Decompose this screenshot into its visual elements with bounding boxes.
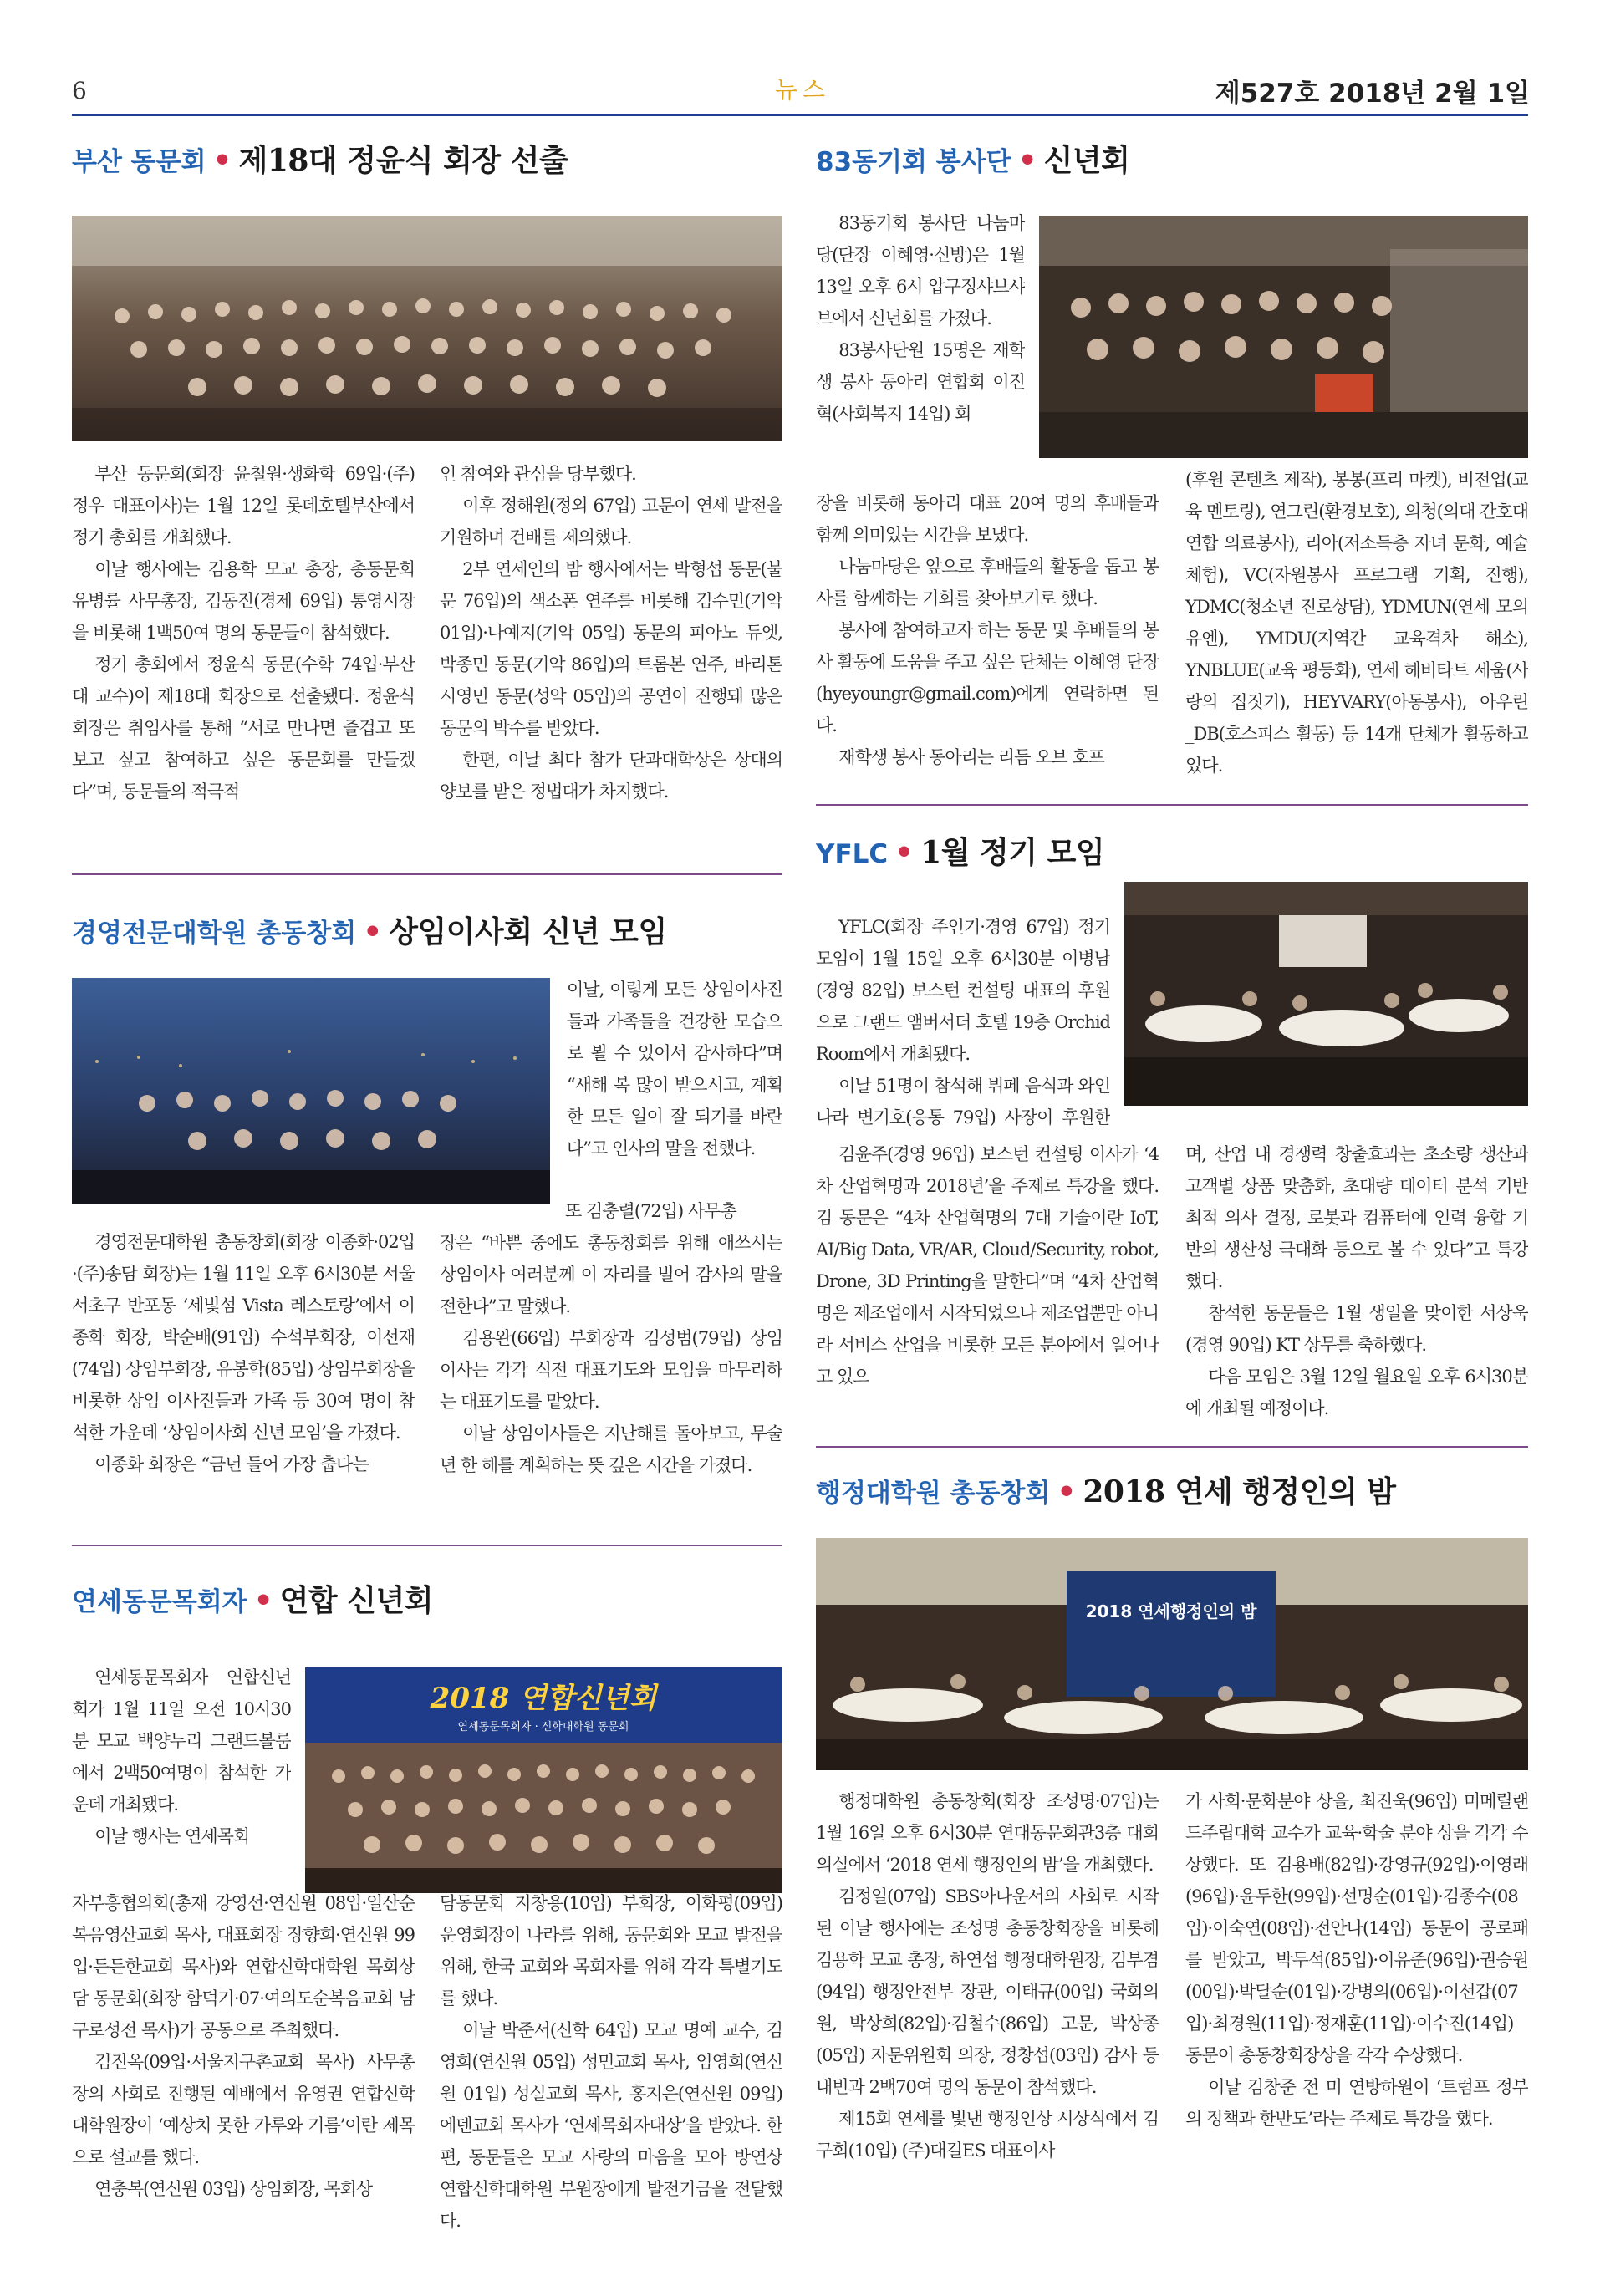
headline-title: 신년회	[1043, 143, 1130, 178]
headline-org: 경영전문대학원 총동창회	[72, 919, 357, 949]
sv83-body-col2	[1185, 464, 1528, 780]
headline-83-volunteer: 83동기회 봉사단 • 신년회	[816, 143, 1130, 178]
paragraph: 장은 “바쁜 중에도 총동창회를 위해 애쓰시는 상임이사 여러분께 이 자리를 빌어 감사의 말을 전한다”고 말했다.	[440, 1233, 782, 1316]
yflc-intro	[816, 911, 1110, 1138]
paragraph: 연세동문목회자 연합신년회가 1월 11일 오전 10시30분 모교 백양누리 그랜드볼룸에서 2백50여명이 참석한 가운데 개최됐다.	[72, 1667, 291, 1815]
paragraph: 이종화 회장은 “금년 들어 가장 춥다는	[94, 1454, 369, 1474]
section-label: 뉴스	[774, 76, 831, 104]
headline-gspa: 행정대학원 총동창회 • 2018 연세 행정인의 밤	[816, 1474, 1396, 1509]
photo-banner-title: 2018 연합신년회	[430, 1682, 657, 1715]
paragraph: 부산 동문회(회장 윤철원·생화학 69입·(주)정우 대표이사)는 1월 12일 롯데호텔부산에서 정기 총회를 개최했다.	[72, 464, 415, 547]
paragraph: 김정일(07입) SBS아나운서의 사회로 시작된 이날 행사에는 조성명 총동창회장을 비롯해 김용학 모교 총장, 하연섭 행정대학원장, 김부겸(94입) 행정안전부 장관, 이태규(00입) 국회의원, 박상희(82입)·김철수(86입) 고문, 박상종(05입) 자문위원회 의장, 정창섭(03입) 감사 등 내빈과 2백70여 명의 동문이 참석했다.	[816, 1886, 1159, 2097]
paragraph: 83봉사단원 15명은 재학생 봉사 동아리 연합회 이진혁(사회복지 14입) 회	[816, 340, 1025, 424]
photo-pastors	[305, 1667, 782, 1893]
paragraph: 장을 비롯해 동아리 대표 20여 명의 후배들과 함께 의미있는 시간을 보냈다.	[816, 493, 1159, 545]
pastor-body-col1	[72, 1887, 415, 2247]
paragraph: 재학생 봉사 동아리는 리듬 오브 호프	[838, 747, 1104, 767]
photo-busan-group	[72, 216, 782, 441]
paragraph: 이후 정해원(정외 67입) 고문이 연세 발전을 기원하며 건배를 제의했다.	[440, 496, 782, 547]
paragraph: 경영전문대학원 총동창회(회장 이종화·02입·(주)송담 회장)는 1월 11일 오후 6시30분 서울 서초구 반포동 ‘세빛섬 Vista 레스토랑’에서 이종화 회장, 박순배(91입) 수석부회장, 이선재(74입) 상임부회장, 유봉학(85입) 상임부회장을 비롯한 상임 이사진들과 가족 등 30여 명이 참석한 가운데 ‘상임이사회 신년 모임’을 가졌다.	[72, 1232, 415, 1443]
headline-org: YFLC	[816, 839, 889, 869]
photo-mba	[72, 978, 550, 1204]
header-rule	[72, 114, 1528, 116]
paragraph: 김용완(66입) 부회장과 김성범(79입) 상임이사는 각각 식전 대표기도와 모임을 마무리하는 대표기도를 맡았다.	[440, 1328, 782, 1412]
paragraph: 2부 연세인의 밤 행사에서는 박형섭 동문(불문 76입)의 색소폰 연주를 비롯해 김수민(기악 01입)·나예지(기악 05입) 동문의 피아노 듀엣, 박종민 동문(기악 86입)의 트롬본 연주, 바리톤 시영민 동문(성악 05입)의 공연이 진행돼 많은 동문의 박수를 받았다.	[440, 559, 782, 738]
paragraph: 가 사회·문화분야 상을, 최진욱(96입) 미메릴랜드주립대학 교수가 교육·학술 분야 상을 각각 수상했다. 또 김용배(82입)·강영규(92입)·이영래(96입)·윤두한(99입)·선명순(01입)·김종수(08입)·이숙연(08입)·전안나(14입) 동문이 공로패를 받았고, 박두석(85입)·이유준(96입)·권승원(00입)·박달순(01입)·강병의(06입)·이선갑(07입)·최경원(11입)·정재훈(11입)·이수진(14입) 동문이 총동창회장상을 각각 수상했다.	[1185, 1791, 1528, 2065]
headline-org: 연세동문목회자	[72, 1587, 247, 1617]
separator	[72, 1545, 782, 1546]
mba-body-col2	[440, 1195, 782, 1530]
paragraph: 정기 총회에서 정윤식 동문(수학 74입·부산대 교수)이 제18대 회장으로 선출됐다. 정윤식 회장은 취임사를 통해 “서로 만나면 즐겁고 또 보고 싶고 참여하고 싶은 동문회를 만들겠다”며, 동문들의 적극적	[72, 654, 415, 802]
photo-yflc	[1124, 882, 1528, 1106]
separator	[816, 1446, 1528, 1448]
headline-org: 행정대학원 총동창회	[816, 1479, 1051, 1509]
separator	[816, 804, 1528, 806]
yflc-body-col2	[1185, 1138, 1528, 1423]
paragraph: 인 참여와 관심을 당부했다.	[440, 464, 636, 484]
paragraph: 자부흥협의회(총재 강영선·연신원 08입·일산순복음영산교회 목사, 대표회장 장향희·연신원 99입·든든한교회 목사)와 연합신학대학원 목회상담 동문회(회장 함덕기·07·여의도순복음교회 남구로성전 목사)가 공동으로 주최했다.	[72, 1893, 415, 2040]
paragraph: 이날 박준서(신학 64입) 모교 명예 교수, 김영희(연신원 05입) 성민교회 목사, 임영희(연신원 01입) 성실교회 목사, 홍지은(연신원 09입) 에덴교회 목사가 ‘연세목회자대상’을 받았다. 한편, 동문들은 모교 사랑의 마음을 모아 방연상 연합신학대학원 부원장에게 발전기금을 전달했다.	[440, 2020, 782, 2231]
headline-yflc: YFLC • 1월 정기 모임	[816, 835, 1105, 870]
paragraph: 김윤주(경영 96입) 보스턴 컨설팅 이사가 ‘4차 산업혁명과 2018년’을 주제로 특강을 했다. 김 동문은 “4차 산업혁명의 7대 기술이란 IoT, AI/Big Data, VR/AR, Cloud/Security, robot, Drone, 3D Printing을 말한다”며 “4차 산업혁명은 제조업에서 시작되었으나 제조업뿐만 아니라 서비스 산업을 비롯한 모든 분야에서 일어나고 있으	[816, 1144, 1159, 1387]
page-number: 6	[72, 77, 87, 104]
busan-body-col1	[72, 458, 415, 843]
headline-mba: 경영전문대학원 총동창회 • 상임이사회 신년 모임	[72, 914, 667, 949]
paragraph: 이날 행사에는 김용학 모교 총장, 총동문회 유병률 사무총장, 김동진(경제 69입) 통영시장을 비롯해 1백50여 명의 동문들이 참석했다.	[72, 559, 415, 643]
headline-title: 1월 정기 모임	[920, 835, 1105, 870]
paragraph: 이날 51명이 참석해 뷔페 음식과 와인나라 변기호(응통 79입) 사장이 후원한	[816, 1076, 1110, 1128]
photo-banner-subtitle: 연세동문목회자 · 신학대학원 동문회	[457, 1721, 629, 1733]
gspa-body-col2	[1185, 1785, 1528, 2253]
mba-side-text	[567, 974, 782, 1224]
paragraph: YFLC(회장 주인기·경영 67입) 정기 모임이 1월 15일 오후 6시30분 이병남(경영 82입) 보스턴 컨설팅 대표의 후원으로 그랜드 앰버서더 호텔 19층 Orchid Room에서 개최됐다.	[816, 917, 1110, 1064]
photo-gspa	[816, 1538, 1528, 1770]
paragraph: 다음 모임은 3월 12일 월요일 오후 6시30분에 개최될 예정이다.	[1185, 1367, 1528, 1418]
headline-busan: 부산 동문회 • 제18대 정윤식 회장 선출	[72, 143, 568, 178]
headline-title: 상임이사회 신년 모임	[389, 914, 667, 949]
headline-org: 83동기회 봉사단	[816, 147, 1011, 177]
busan-body-col2	[440, 458, 782, 843]
paragraph: 며, 산업 내 경쟁력 창출효과는 초소량 생산과 고객별 상품 맞춤화, 초대량 데이터 분석 기반 최적 의사 결정, 로봇과 컴퓨터에 인력 융합 기반의 생산성 극대화 등으로 볼 수 있다”고 특강했다.	[1185, 1144, 1528, 1291]
mba-body-col1	[72, 1226, 415, 1527]
gspa-body-col1	[816, 1785, 1159, 2253]
paragraph: 한편, 이날 최다 참가 단과대학상은 상대의 양보를 받은 정법대가 차지했다.	[440, 750, 782, 802]
sv83-body-col1	[816, 487, 1159, 780]
paragraph: 담동문회 지창용(10입) 부회장, 이화평(09입) 운영회장이 나라를 위해, 동문회와 모교 발전을 위해, 한국 교회와 목회자를 위해 각각 특별기도를 했다.	[440, 1893, 782, 2008]
separator	[72, 873, 782, 875]
headline-title: 제18대 정윤식 회장 선출	[238, 143, 568, 178]
photo-83-volunteer	[1039, 216, 1528, 458]
paragraph: 봉사에 참여하고자 하는 동문 및 후배들의 봉사 활동에 도움을 주고 싶은 단체는 이혜영 단장(hyeyoungr@gmail.com)에게 연락하면 된다.	[816, 620, 1159, 736]
paragraph: 이날, 이렇게 모든 상임이사진들과 가족들을 건강한 모습으로 뵐 수 있어서 감사하다”며 “새해 복 많이 받으시고, 계획한 모든 일이 잘 되기를 바란다”고 인사의 말을 전했다.	[567, 980, 782, 1158]
issue-date: 제527호 2018년 2월 1일	[1215, 79, 1530, 109]
headline-pastors: 연세동문목회자 • 연합 신년회	[72, 1583, 434, 1618]
paragraph: 참석한 동문들은 1월 생일을 맞이한 서상욱(경영 90입) KT 상무를 축하했다.	[1185, 1303, 1528, 1355]
paragraph: 나눔마당은 앞으로 후배들의 활동을 돕고 봉사를 함께하는 기회를 찾아보기로 했다.	[816, 557, 1159, 608]
sv83-intro	[816, 207, 1025, 483]
headline-title: 2018 연세 행정인의 밤	[1083, 1474, 1396, 1509]
headline-title: 연합 신년회	[279, 1583, 434, 1618]
yflc-body-col1	[816, 1138, 1159, 1423]
photo-screen-text: 2018 연세행정인의 밤	[1085, 1601, 1257, 1621]
pastor-body-col2	[440, 1887, 782, 2247]
paragraph: (후원 콘텐츠 제작), 봉봉(프리 마켓), 비전업(교육 멘토링), 연그린(환경보호), 의청(의대 간호대 연합 의료봉사), 리아(저소득층 자녀 문화, 예술 체험), VC(자원봉사 프로그램 기획, 진행), YDMC(청소년 진로상담), YDMUN(연세 모의유엔), YMDU(지역간 교육격차 해소), YNBLUE(교육 평등화), 연세 헤비타트 세움(사랑의 집짓기), HEYVARY(아동봉사), 아우린_DB(호스피스 활동) 등 14개 단체가 활동하고 있다.	[1185, 470, 1528, 776]
paragraph: 또 김충렬(72입) 사무총	[565, 1201, 736, 1221]
paragraph: 연충복(연신원 03입) 상임회장, 목회상	[94, 2179, 373, 2199]
paragraph: 행정대학원 총동창회(회장 조성명·07입)는 1월 16일 오후 6시30분 연대동문회관3층 대회의실에서 ‘2018 연세 행정인의 밤’을 개최했다.	[816, 1791, 1159, 1875]
pastor-intro	[72, 1662, 291, 1887]
paragraph: 제15회 연세를 빛낸 행정인상 시상식에서 김구회(10입) (주)대길ES 대표이사	[816, 2109, 1159, 2161]
paragraph: 김진옥(09입·서울지구촌교회 목사) 사무총장의 사회로 진행된 예배에서 유영권 연합신학대학원장이 ‘예상치 못한 가루와 기름’이란 제목으로 설교를 했다.	[72, 2052, 415, 2167]
paragraph: 이날 김창준 전 미 연방하원이 ‘트럼프 정부의 정책과 한반도’라는 주제로 특강을 했다.	[1185, 2077, 1528, 2129]
headline-org: 부산 동문회	[72, 147, 206, 177]
paragraph: 이날 상임이사들은 지난해를 돌아보고, 무술년 한 해를 계획하는 뜻 깊은 시간을 가졌다.	[440, 1423, 782, 1475]
paragraph: 83동기회 봉사단 나눔마당(단장 이혜영·신방)은 1월 13일 오후 6시 압구정샤브샤브에서 신년회를 가졌다.	[816, 213, 1025, 328]
paragraph: 이날 행사는 연세목회	[94, 1826, 250, 1846]
